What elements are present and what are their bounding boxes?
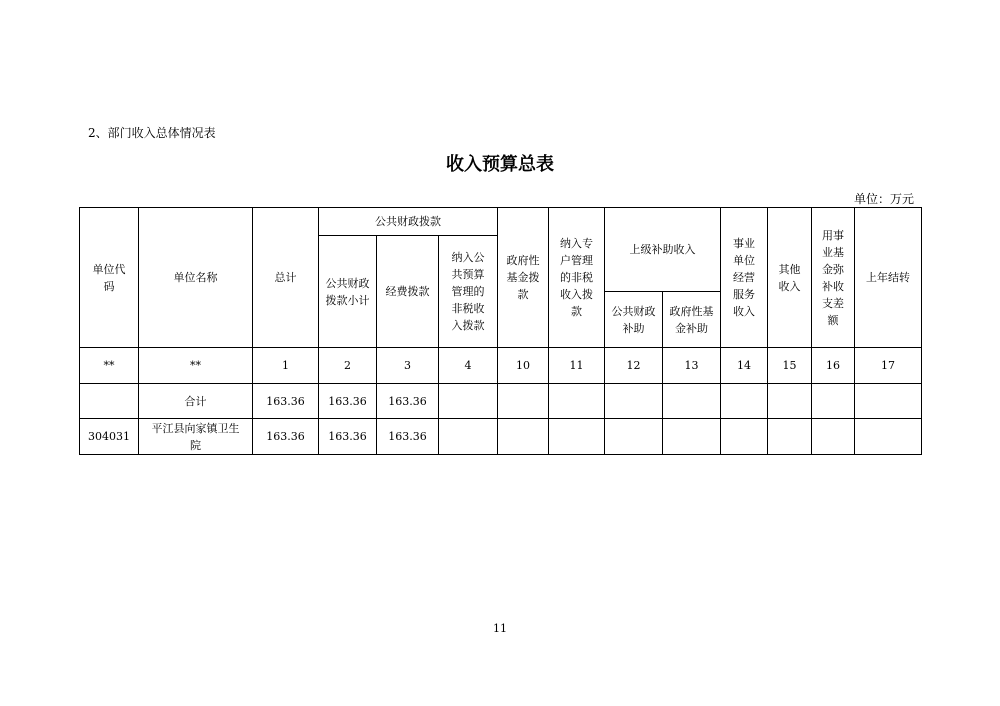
header-gov-fund: 政府性 基金拨 款 <box>498 208 549 348</box>
unit-label: 单位：万元 <box>853 192 914 206</box>
index-cell: 16 <box>812 348 855 384</box>
index-cell: 15 <box>768 348 812 384</box>
cell-c12 <box>605 419 663 455</box>
cell-c15 <box>768 384 812 419</box>
header-unit-name: 单位名称 <box>139 208 253 348</box>
header-special-non-tax: 纳入专 户管理 的非税 收入拨 款 <box>549 208 605 348</box>
header-other-income: 其他 收入 <box>768 208 812 348</box>
cell-name: 平江县向家镇卫生 院 <box>139 419 253 455</box>
index-cell: 1 <box>253 348 319 384</box>
cell-expense: 163.36 <box>377 419 439 455</box>
cell-c12 <box>605 384 663 419</box>
page-number: 11 <box>493 622 507 635</box>
cell-c13 <box>663 384 721 419</box>
index-cell: ** <box>139 348 253 384</box>
index-cell: 12 <box>605 348 663 384</box>
cell-c17 <box>855 419 922 455</box>
cell-total: 163.36 <box>253 419 319 455</box>
cell-c4 <box>439 384 498 419</box>
cell-c11 <box>549 384 605 419</box>
header-expense-allocation: 经费拨款 <box>377 236 439 348</box>
header-prior-year: 上年结转 <box>855 208 922 348</box>
cell-c4 <box>439 419 498 455</box>
index-row <box>80 348 922 384</box>
header-public-finance: 公共财政拨款 <box>319 208 498 236</box>
cell-total: 163.36 <box>253 384 319 419</box>
section-heading: 2、部门收入总体情况表 <box>88 126 216 140</box>
cell-c10 <box>498 384 549 419</box>
index-cell: ** <box>80 348 139 384</box>
cell-c16 <box>812 384 855 419</box>
income-budget-table <box>79 207 922 455</box>
index-cell: 2 <box>319 348 377 384</box>
cell-c11 <box>549 419 605 455</box>
cell-c14 <box>721 419 768 455</box>
cell-code: 304031 <box>80 419 139 455</box>
cell-c13 <box>663 419 721 455</box>
header-unit-code: 单位代 码 <box>80 208 139 348</box>
header-superior-subsidy: 上级补助收入 <box>605 208 721 292</box>
header-non-tax-budget: 纳入公 共预算 管理的 非税收 入拨款 <box>439 236 498 348</box>
index-cell: 13 <box>663 348 721 384</box>
header-business-income: 事业 单位 经营 服务 收入 <box>721 208 768 348</box>
table-row-unit <box>80 419 922 455</box>
index-cell: 3 <box>377 348 439 384</box>
index-cell: 17 <box>855 348 922 384</box>
header-superior-public: 公共财政 补助 <box>605 292 663 348</box>
cell-expense: 163.36 <box>377 384 439 419</box>
cell-c10 <box>498 419 549 455</box>
header-reserve-fund: 用事 业基 金弥 补收 支差 额 <box>812 208 855 348</box>
cell-c17 <box>855 384 922 419</box>
header-pf-subtotal: 公共财政 拨款小计 <box>319 236 377 348</box>
header-superior-gov-fund: 政府性基 金补助 <box>663 292 721 348</box>
cell-c15 <box>768 419 812 455</box>
cell-pf-subtotal: 163.36 <box>319 384 377 419</box>
index-cell: 4 <box>439 348 498 384</box>
index-cell: 11 <box>549 348 605 384</box>
cell-pf-subtotal: 163.36 <box>319 419 377 455</box>
table-row-total <box>80 384 922 419</box>
cell-name: 合计 <box>139 384 253 419</box>
index-cell: 14 <box>721 348 768 384</box>
table-title: 收入预算总表 <box>446 154 554 175</box>
cell-c16 <box>812 419 855 455</box>
header-total: 总计 <box>253 208 319 348</box>
index-cell: 10 <box>498 348 549 384</box>
cell-code <box>80 384 139 419</box>
cell-c14 <box>721 384 768 419</box>
